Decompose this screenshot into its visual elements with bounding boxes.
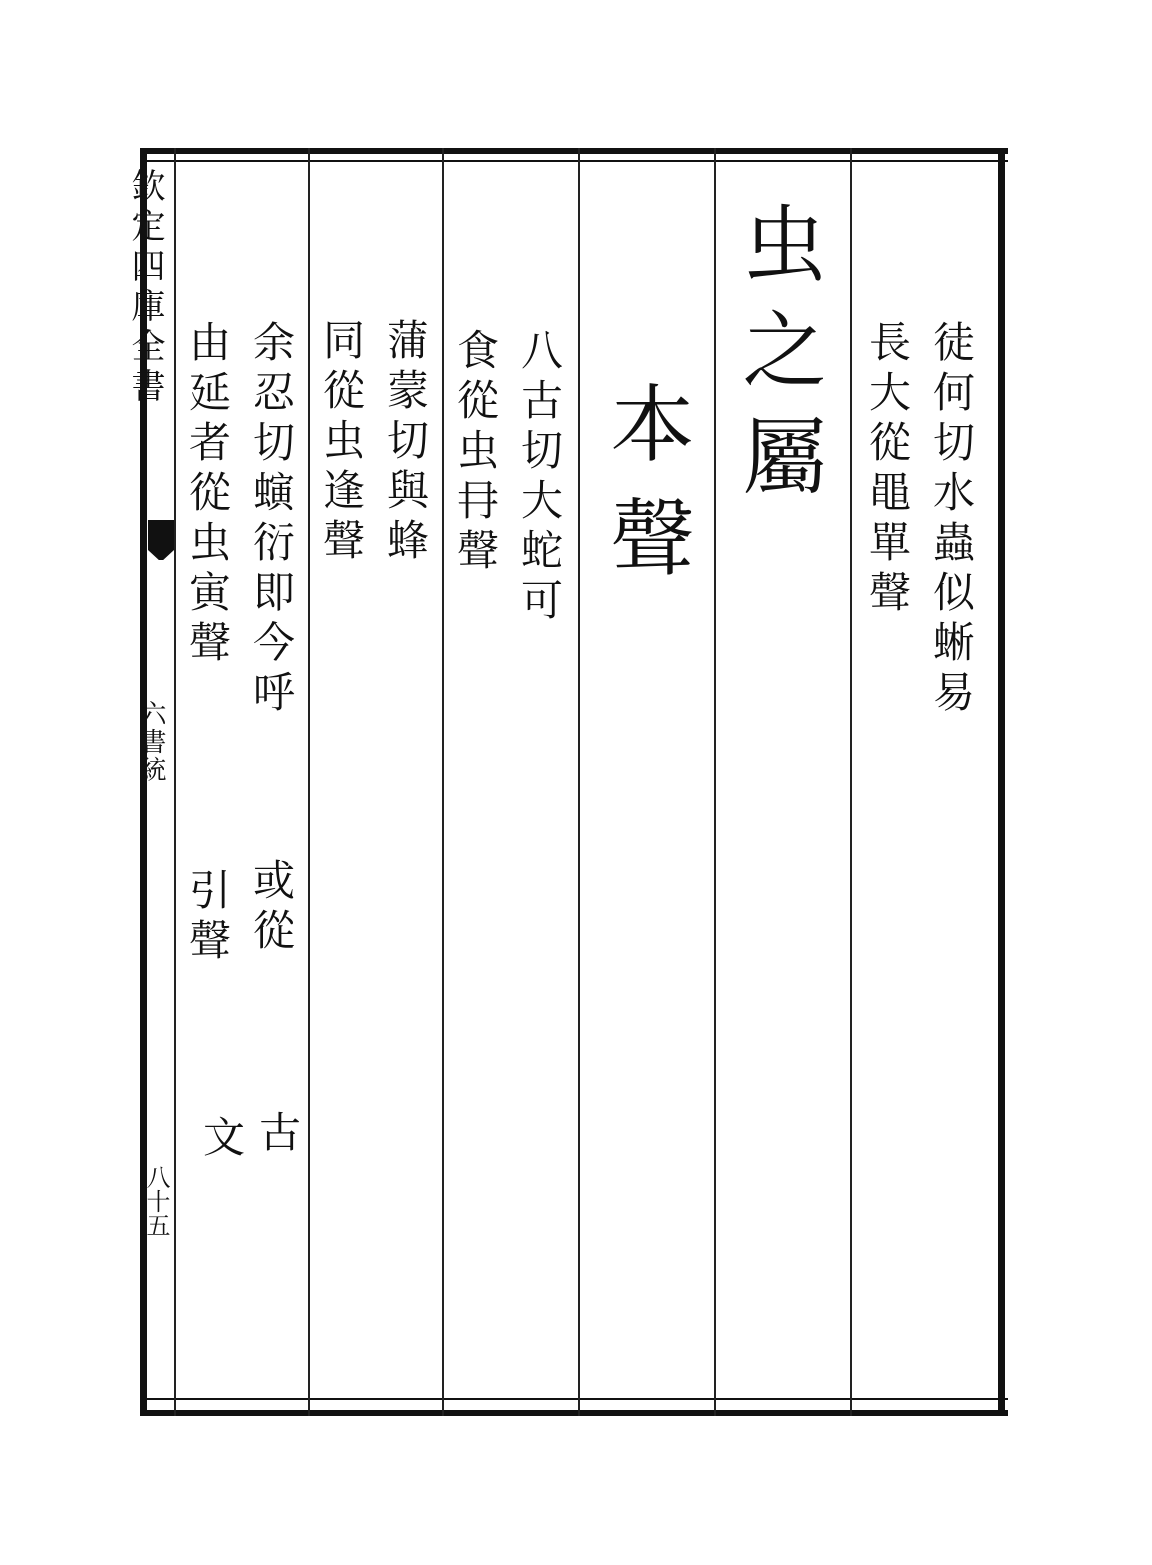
gloss-text: 長大從黽單聲	[863, 320, 912, 620]
bottom-border	[140, 1410, 1008, 1416]
book-title: 欽定四庫全書	[125, 168, 165, 408]
gloss-text: 文	[197, 1115, 246, 1165]
gloss-text: 由延者從虫寅聲	[183, 320, 232, 670]
top-border-inner	[140, 160, 1008, 162]
gloss-text: 徒何切水蟲似蜥易	[927, 320, 976, 720]
section-title: 六書統	[136, 700, 166, 784]
column-divider	[308, 148, 310, 1416]
column-divider	[714, 148, 716, 1416]
gloss-text: 古	[253, 1110, 302, 1160]
category-heading: 虫之屬	[729, 200, 827, 518]
column-divider	[578, 148, 580, 1416]
top-border	[140, 148, 1008, 154]
gloss-text: 引聲	[183, 868, 232, 968]
column-divider	[174, 148, 176, 1416]
page-number: 八十五	[142, 1165, 170, 1237]
gloss-text: 同從虫逢聲	[317, 318, 366, 568]
gloss-text: 或從	[247, 858, 296, 958]
subcategory-heading: 本聲	[597, 380, 695, 608]
fishtail-mark	[148, 520, 174, 560]
gloss-text: 八古切大蛇可	[515, 328, 564, 628]
column-divider	[442, 148, 444, 1416]
gloss-text: 余忍切螾衍即今呼	[247, 320, 296, 720]
column-divider	[850, 148, 852, 1416]
gloss-text: 食從虫冄聲	[451, 328, 500, 578]
bottom-border-inner	[140, 1398, 1008, 1400]
right-border	[998, 148, 1005, 1416]
gloss-text: 蒲蒙切與蜂	[381, 318, 430, 568]
